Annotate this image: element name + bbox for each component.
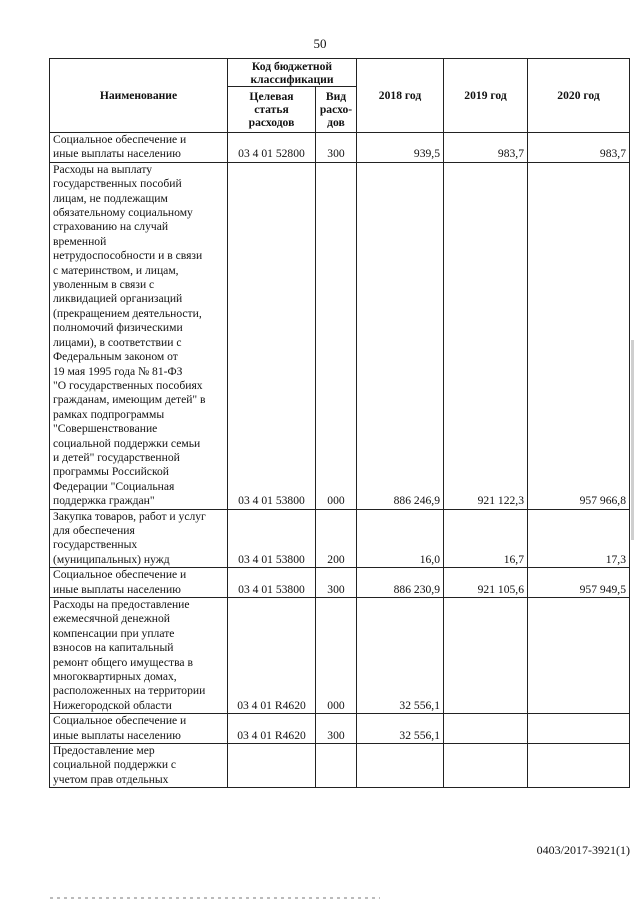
row-name: Предоставление мер социальной поддержки с учетом прав отдельных (50, 744, 228, 788)
row-value-2020: 957 966,8 (528, 162, 630, 509)
row-value-2020 (528, 714, 630, 744)
row-target-article: 03 4 01 53800 (228, 509, 316, 568)
budget-table (49, 58, 630, 788)
header-expense-type: Вид расхо- дов (316, 87, 357, 133)
header-name: Наименование (50, 59, 228, 133)
row-name: Расходы на выплату государственных пособий лицам, не подлежащим обязательному социальному страхованию на случай временной нетрудоспособности и в связи с материнством, и лицам, уволенным в связи с ликвидацией организаций (прекращением деятельности, полномочий физическими лицами), в соответствии с Федеральным законом от 19 мая 1995 года № 81-ФЗ "О государственных пособиях гражданам, имеющим детей" в рамках подпрограммы "Совершенствование социальной поддержки семьи и детей" государственной программы Российской Федерации "Социальная поддержка граждан" (50, 162, 228, 509)
row-value-2018: 886 230,9 (357, 568, 444, 598)
row-value-2019: 16,7 (444, 509, 528, 568)
row-value-2019 (444, 744, 528, 788)
row-value-2020: 983,7 (528, 133, 630, 163)
row-target-article: 03 4 01 R4620 (228, 714, 316, 744)
header-2018: 2018 год (357, 59, 444, 133)
row-value-2020: 17,3 (528, 509, 630, 568)
page-number: 50 (313, 36, 327, 51)
table-row (50, 568, 630, 598)
header-target-article: Целевая статья расходов (228, 87, 316, 133)
row-value-2020: 957 949,5 (528, 568, 630, 598)
row-name: Социальное обеспечение и иные выплаты населению (50, 568, 228, 598)
row-expense-type: 200 (316, 509, 357, 568)
scan-edge-shadow (631, 340, 634, 540)
header-2019: 2019 год (444, 59, 528, 133)
row-value-2018: 886 246,9 (357, 162, 444, 509)
row-expense-type (316, 744, 357, 788)
row-expense-type: 300 (316, 133, 357, 163)
row-expense-type: 000 (316, 162, 357, 509)
row-target-article: 03 4 01 53800 (228, 162, 316, 509)
row-value-2019 (444, 598, 528, 714)
row-value-2018: 16,0 (357, 509, 444, 568)
header-budget-code: Код бюджетной классификации (228, 59, 357, 87)
row-target-article: 03 4 01 53800 (228, 568, 316, 598)
row-value-2019 (444, 714, 528, 744)
row-value-2018: 939,5 (357, 133, 444, 163)
row-value-2019: 983,7 (444, 133, 528, 163)
row-value-2020 (528, 598, 630, 714)
row-name: Социальное обеспечение и иные выплаты населению (50, 714, 228, 744)
row-target-article: 03 4 01 R4620 (228, 598, 316, 714)
row-value-2019: 921 122,3 (444, 162, 528, 509)
header-2020: 2020 год (528, 59, 630, 133)
row-target-article (228, 744, 316, 788)
row-target-article: 03 4 01 52800 (228, 133, 316, 163)
table-row (50, 598, 630, 714)
row-expense-type: 000 (316, 598, 357, 714)
row-value-2018: 32 556,1 (357, 714, 444, 744)
row-expense-type: 300 (316, 714, 357, 744)
table-row (50, 714, 630, 744)
table-row (50, 162, 630, 509)
row-value-2018: 32 556,1 (357, 598, 444, 714)
table-row (50, 133, 630, 163)
row-value-2018 (357, 744, 444, 788)
scan-artifact (50, 897, 380, 899)
row-value-2019: 921 105,6 (444, 568, 528, 598)
table-row (50, 509, 630, 568)
row-name: Социальное обеспечение и иные выплаты населению (50, 133, 228, 163)
table-row (50, 744, 630, 788)
row-name: Расходы на предоставление ежемесячной денежной компенсации при уплате взносов на капитальный ремонт общего имущества в многоквартирных домах, расположенных на территории Нижегородской области (50, 598, 228, 714)
row-name: Закупка товаров, работ и услуг для обеспечения государственных (муниципальных) нужд (50, 509, 228, 568)
document-id: 0403/2017-3921(1) (536, 843, 630, 857)
row-value-2020 (528, 744, 630, 788)
row-expense-type: 300 (316, 568, 357, 598)
